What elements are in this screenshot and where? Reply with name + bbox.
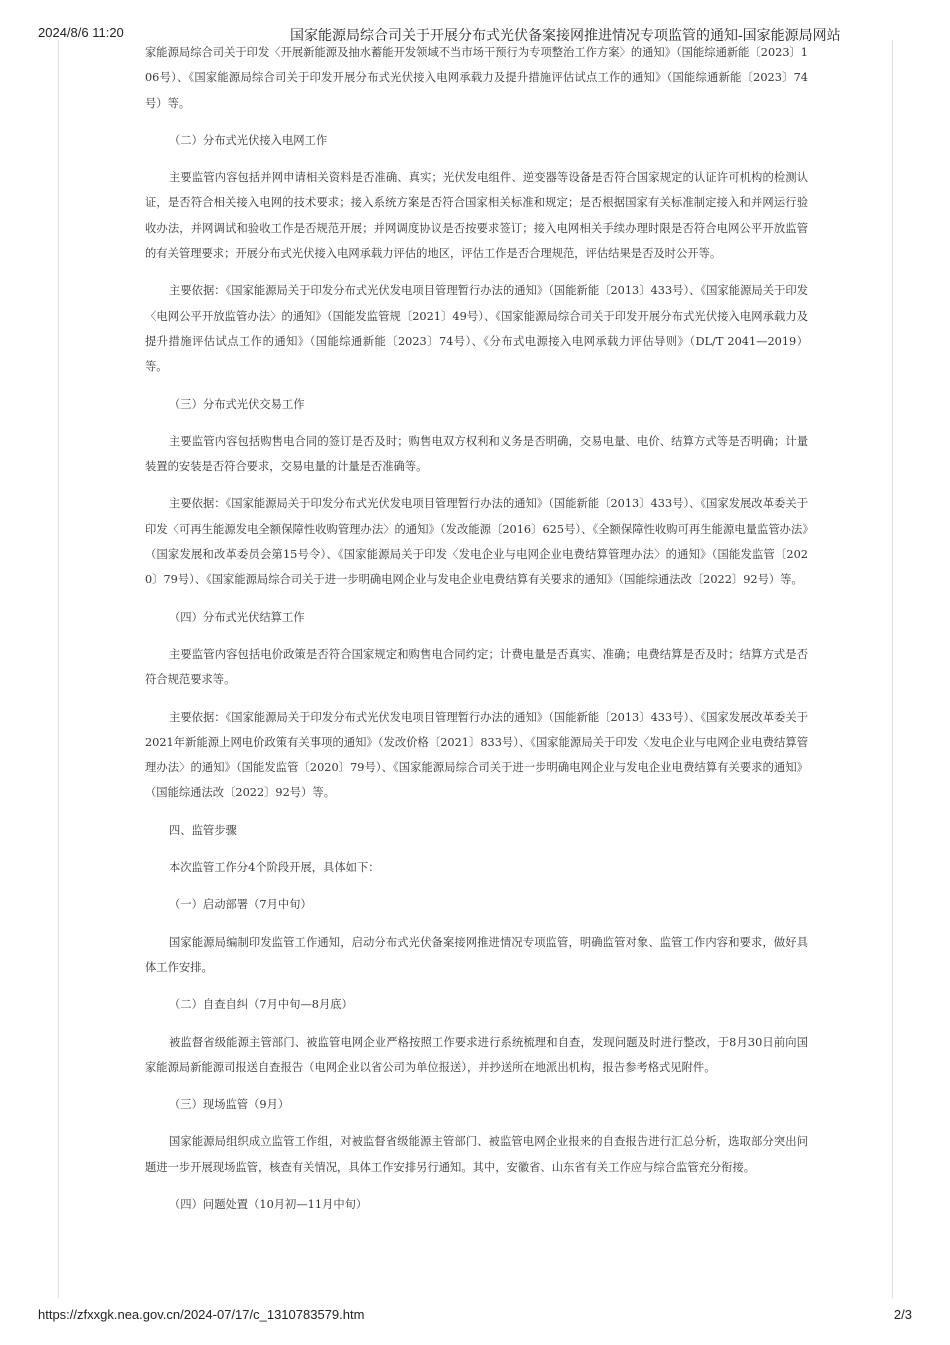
- step-heading-self-check: （二）自查自纠（7月中旬—8月底）: [169, 998, 353, 1012]
- paragraph-basis-continued: 家能源局综合司关于印发〈开展新能源及抽水蓄能开发领域不当市场干预行为专项整治工作方案〉的通知》（国能综通新能〔2023〕106号）、《国家能源局综合司关于印发开展分布式光伏接入电网承载力及提升措施评估试点工作的通知》（国能综通新能〔2023〕74号）等。: [145, 46, 808, 110]
- paragraph-settlement-basis: 主要依据：《国家能源局关于印发分布式光伏发电项目管理暂行办法的通知》（国能新能〔2013〕433号）、《国家发展改革委关于2021年新能源上网电价政策有关事项的通知》（发改价格〔2021〕833号）、《国家能源局关于印发〈发电企业与电网企业电费结算管理办法〉的通知》（国能发监管〔2020〕79号）、《国家能源局综合司关于进一步明确电网企业与发电企业电费结算有关要求的通知》（国能综通法改〔2022〕92号）等。: [145, 710, 808, 800]
- left-border-line: [58, 40, 59, 1298]
- section-heading-grid-access: （二）分布式光伏接入电网工作: [169, 133, 328, 147]
- page-url: https://zfxxgk.nea.gov.cn/2024-07/17/c_1310783579.htm: [38, 1307, 365, 1322]
- paragraph-steps-intro: 本次监管工作分4个阶段开展，具体如下：: [169, 861, 380, 875]
- print-datetime: 2024/8/6 11:20: [38, 25, 124, 40]
- page-title: 国家能源局综合司关于开展分布式光伏备案接网推进情况专项监管的通知-国家能源局网站: [290, 27, 841, 43]
- section-heading-steps: 四、监管步骤: [169, 823, 237, 837]
- section-heading-trading: （三）分布式光伏交易工作: [169, 397, 305, 411]
- right-border-line: [892, 40, 893, 1298]
- paragraph-launch: 国家能源局编制印发监管工作通知，启动分布式光伏备案接网推进情况专项监管，明确监管对象、监管工作内容和要求，做好具体工作安排。: [145, 935, 808, 974]
- section-heading-settlement: （四）分布式光伏结算工作: [169, 610, 305, 624]
- page-number: 2/3: [893, 1307, 912, 1322]
- paragraph-settlement-content: 主要监管内容包括电价政策是否符合国家规定和购售电合同约定；计费电量是否真实、准确；电费结算是否及时；结算方式是否符合规范要求等。: [145, 647, 808, 687]
- step-heading-launch: （一）启动部署（7月中旬）: [169, 898, 312, 912]
- paragraph-grid-access-content: 主要监管内容包括并网申请相关资料是否准确、真实；光伏发电组件、逆变器等设备是否符合国家规定的认证许可机构的检测认证，是否符合相关接入电网的技术要求；接入系统方案是否符合国家相关标准和规定；是否根据国家有关标准制定接入和并网运行验收办法，并网调试和验收工作是否规范开展；并网调度协议是否按要求签订；接入电网相关手续办理时限是否符合电网公平开放监管的有关管理要求；开展分布式光伏接入电网承载力评估的地区，评估工作是否合理规范，评估结果是否及时公开等。: [145, 171, 808, 261]
- paragraph-trading-content: 主要监管内容包括购售电合同的签订是否及时；购售电双方权利和义务是否明确，交易电量、电价、结算方式等是否明确；计量装置的安装是否符合要求，交易电量的计量是否准确等。: [145, 434, 808, 474]
- step-heading-handling: （四）问题处置（10月初—11月中旬）: [169, 1197, 368, 1211]
- article-body: [145, 40, 808, 1300]
- paragraph-self-check: 被监督省级能源主管部门、被监管电网企业严格按照工作要求进行系统梳理和自查，发现问题及时进行整改，于8月30日前向国家能源局新能源司报送自查报告（电网企业以省公司为单位报送），并抄送所在地派出机构，报告参考格式见附件。: [145, 1035, 808, 1074]
- print-header: [0, 0, 950, 43]
- print-footer: [0, 1307, 950, 1327]
- step-heading-onsite: （三）现场监管（9月）: [169, 1098, 290, 1112]
- paragraph-grid-access-basis: 主要依据：《国家能源局关于印发分布式光伏发电项目管理暂行办法的通知》（国能新能〔2013〕433号）、《国家能源局关于印发〈电网公平开放监管办法〉的通知》（国能发监管规〔2021〕49号）、《国家能源局综合司关于印发开展分布式光伏接入电网承载力及提升措施评估试点工作的通知》（国能综通新能〔2023〕74号）、《分布式电源接入电网承载力评估导则》（DL/T 2041—2019）等。: [145, 284, 808, 374]
- paragraph-onsite: 国家能源局组织成立监管工作组，对被监督省级能源主管部门、被监管电网企业报来的自查报告进行汇总分析，选取部分突出问题进一步开展现场监管，核查有关情况，具体工作安排另行通知。其中，安徽省、山东省有关工作应与综合监管充分衔接。: [145, 1135, 808, 1174]
- paragraph-trading-basis: 主要依据：《国家能源局关于印发分布式光伏发电项目管理暂行办法的通知》（国能新能〔2013〕433号）、《国家发展改革委关于印发〈可再生能源发电全额保障性收购管理办法〉的通知》（发改能源〔2016〕625号）、《全额保障性收购可再生能源电量监管办法》（国家发展和改革委员会第15号令）、《国家能源局关于印发〈发电企业与电网企业电费结算管理办法〉的通知》（国能发监管〔2020〕79号）、《国家能源局综合司关于进一步明确电网企业与发电企业电费结算有关要求的通知》（国能综通法改〔2022〕92号）等。: [145, 497, 808, 587]
